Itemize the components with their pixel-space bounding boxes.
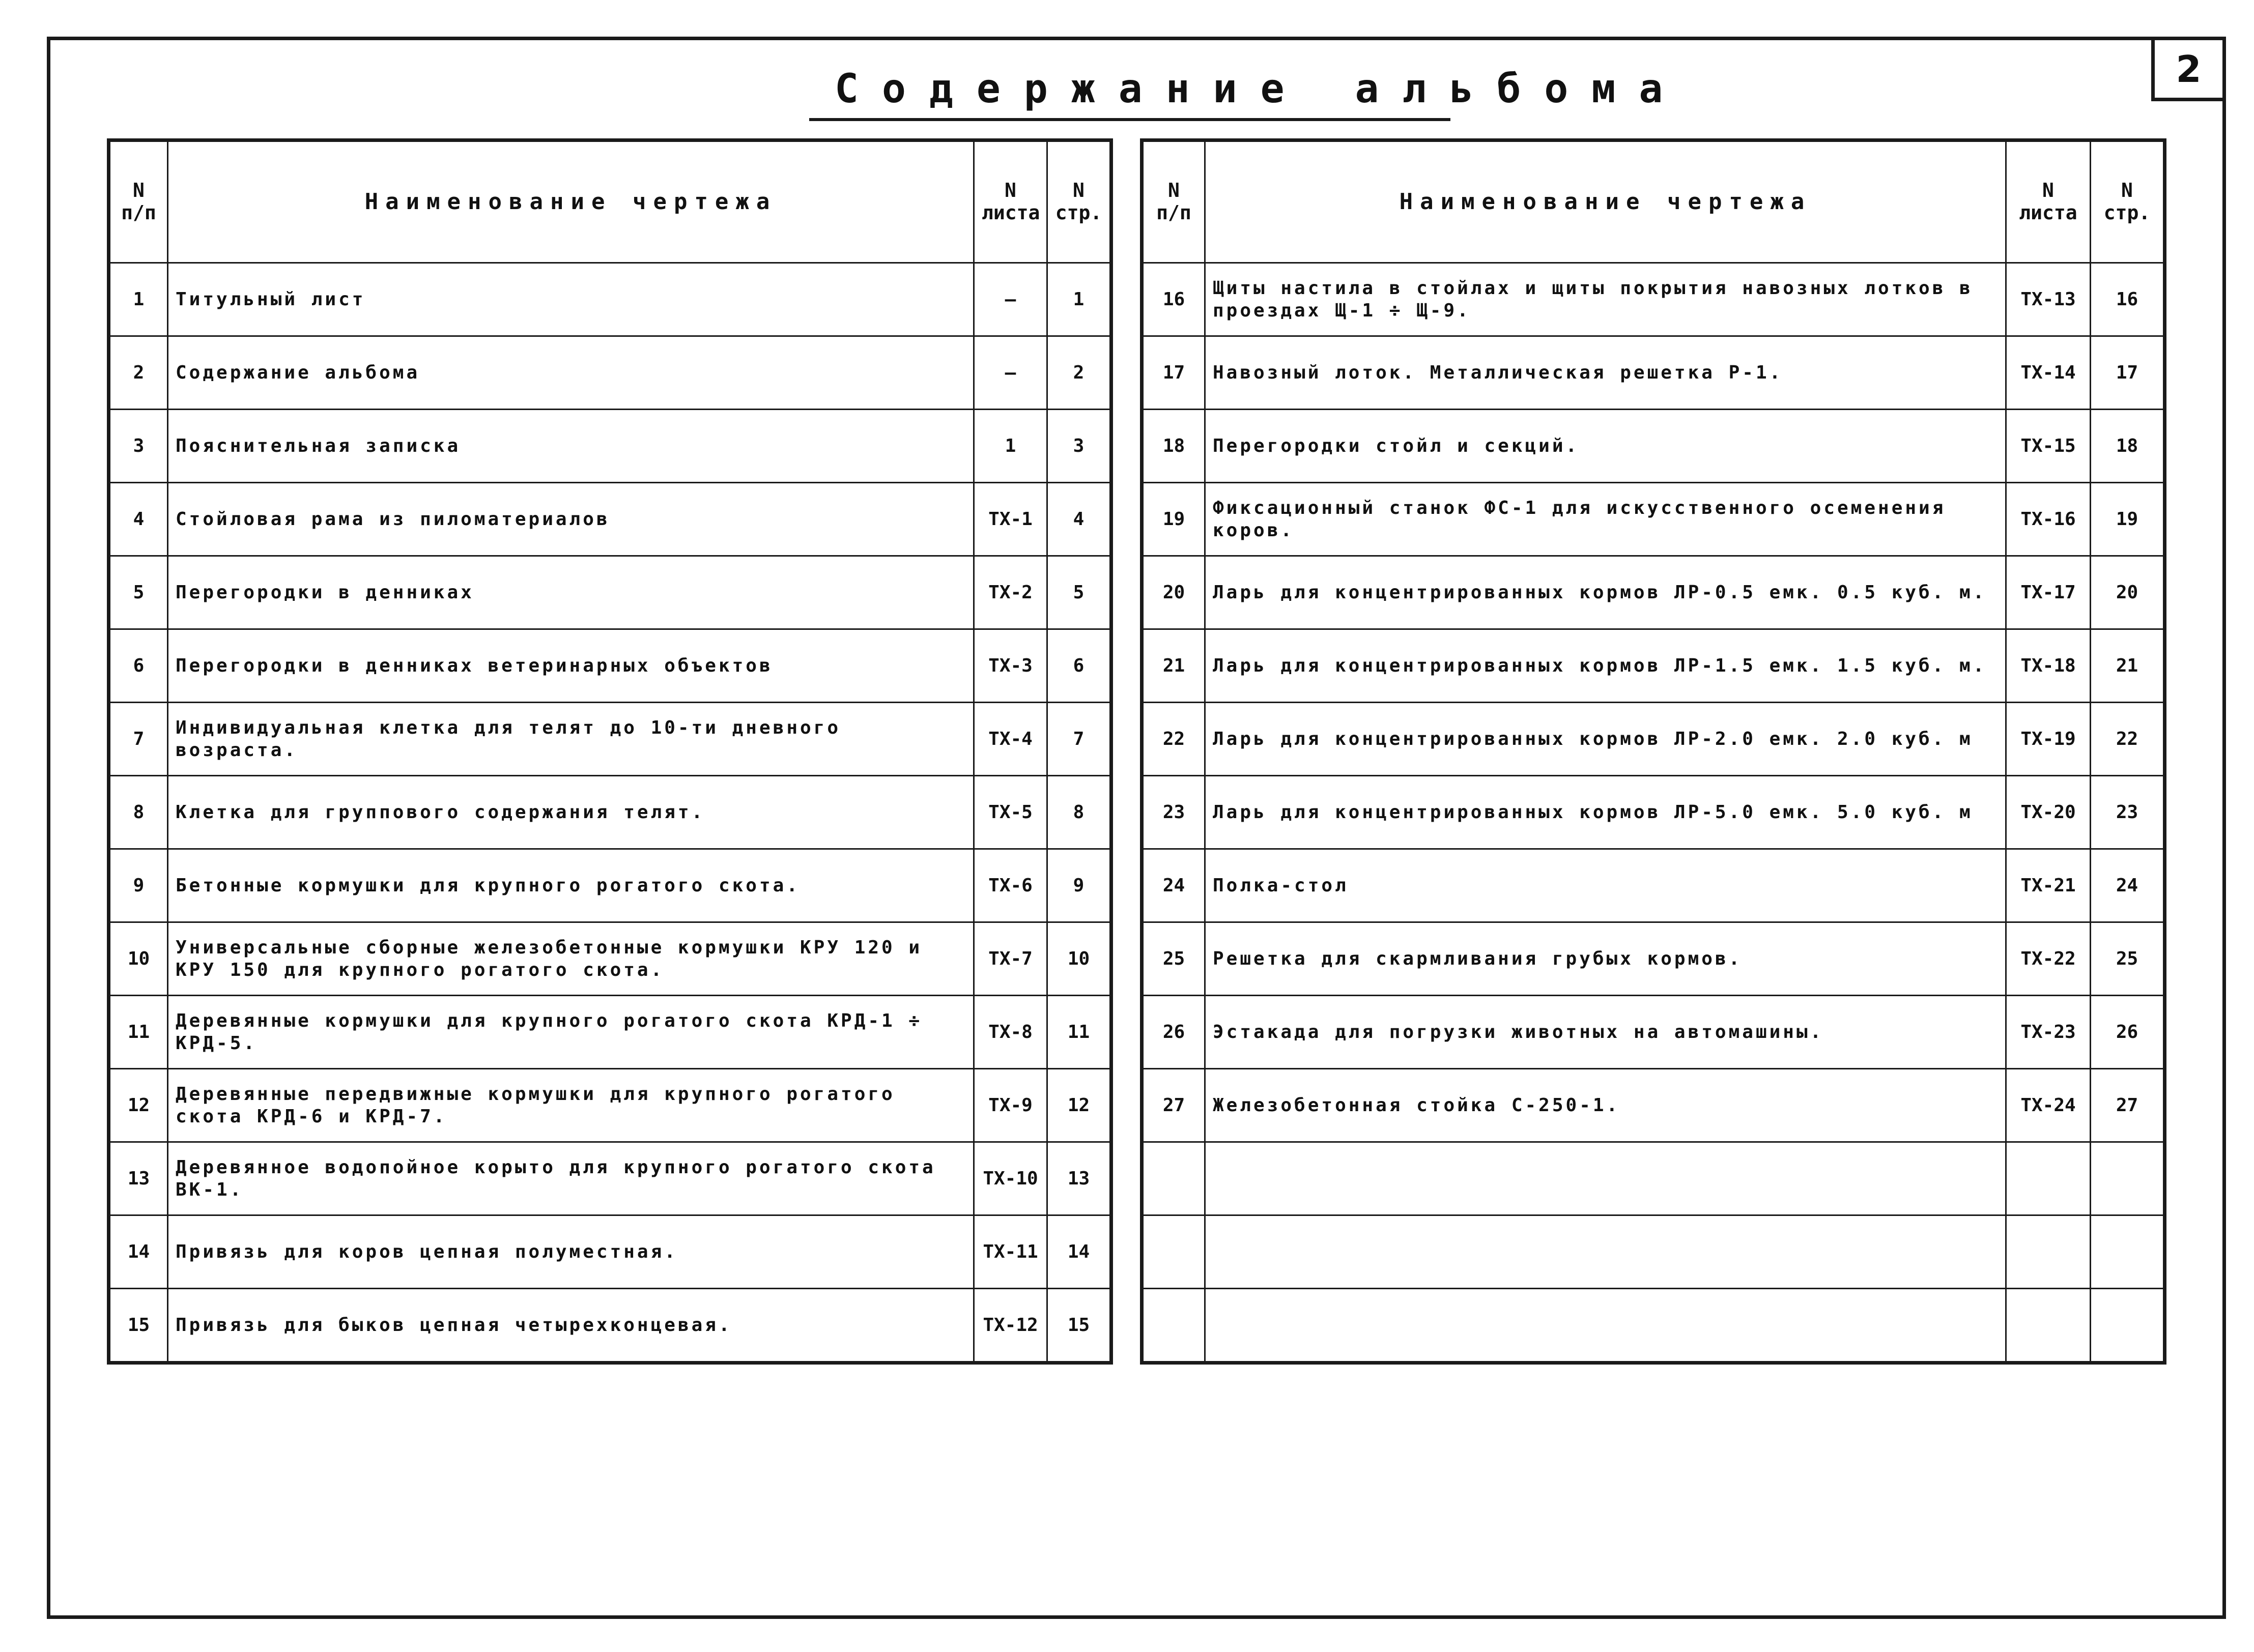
- sheet-code: ТХ-8: [974, 996, 1047, 1069]
- page-title: Содержание альбома: [835, 66, 1687, 112]
- drawing-name: [1205, 1289, 2006, 1363]
- drawing-name: Ларь для концентрированных кормов ЛР-2.0 емк. 2.0 куб. м: [1205, 703, 2006, 776]
- sheet-code: ТХ-13: [2006, 263, 2091, 336]
- drawing-name: Содержание альбома: [168, 336, 974, 410]
- page-number: 22: [2091, 703, 2165, 776]
- page-number: 5: [1047, 556, 1111, 629]
- page-number: 15: [1047, 1289, 1111, 1363]
- drawing-name: Ларь для концентрированных кормов ЛР-0.5 емк. 0.5 куб. м.: [1205, 556, 2006, 629]
- drawing-name: Эстакада для погрузки животных на автомашины.: [1205, 996, 2006, 1069]
- drawing-name: Универсальные сборные железобетонные кормушки КРУ 120 и КРУ 150 для крупного рогатого скота.: [168, 922, 974, 996]
- sheet-code: ТХ-15: [2006, 410, 2091, 483]
- drawing-name: Перегородки в денниках: [168, 556, 974, 629]
- table-row: [1142, 703, 2165, 776]
- drawing-name: Индивидуальная клетка для телят до 10-ти дневного возраста.: [168, 703, 974, 776]
- row-number: 24: [1142, 849, 1205, 922]
- drawing-name: Полка-стол: [1205, 849, 2006, 922]
- drawing-name: Титульный лист: [168, 263, 974, 336]
- table-row: [1142, 556, 2165, 629]
- table-row: [1142, 922, 2165, 996]
- sheet-code: ТХ-4: [974, 703, 1047, 776]
- row-number: 5: [109, 556, 168, 629]
- row-number: 27: [1142, 1069, 1205, 1142]
- drawing-name: Привязь для коров цепная полуместная.: [168, 1215, 974, 1289]
- contents-table-right: [1140, 138, 2166, 1365]
- sheet-code: ТХ-3: [974, 629, 1047, 703]
- page-number: 4: [1047, 483, 1111, 556]
- table-row: [109, 849, 1111, 922]
- page-number: 12: [1047, 1069, 1111, 1142]
- header-num: N п/п: [109, 140, 168, 263]
- table-row: [109, 336, 1111, 410]
- row-number: 14: [109, 1215, 168, 1289]
- sheet-code: ТХ-24: [2006, 1069, 2091, 1142]
- table-row: [109, 1142, 1111, 1215]
- table-row: [109, 996, 1111, 1069]
- table-row: [109, 263, 1111, 336]
- table-row: [109, 629, 1111, 703]
- title-underline: [809, 118, 1450, 121]
- page-number: 1: [1047, 263, 1111, 336]
- sheet-code: ТХ-11: [974, 1215, 1047, 1289]
- sheet-code: ТХ-5: [974, 776, 1047, 849]
- row-number: 21: [1142, 629, 1205, 703]
- row-number: 4: [109, 483, 168, 556]
- table-row: [1142, 1142, 2165, 1215]
- header-num: N п/п: [1142, 140, 1205, 263]
- sheet-code: —: [974, 336, 1047, 410]
- row-number: 2: [109, 336, 168, 410]
- table-row: [109, 703, 1111, 776]
- sheet-code: ТХ-1: [974, 483, 1047, 556]
- row-number: 12: [109, 1069, 168, 1142]
- page-number: [2091, 1215, 2165, 1289]
- row-number: 23: [1142, 776, 1205, 849]
- page-number: 20: [2091, 556, 2165, 629]
- sheet-code: 1: [974, 410, 1047, 483]
- sheet-code: ТХ-23: [2006, 996, 2091, 1069]
- page-number: 11: [1047, 996, 1111, 1069]
- sheet-code: [2006, 1142, 2091, 1215]
- row-number: 15: [109, 1289, 168, 1363]
- drawing-name: Перегородки стойл и секций.: [1205, 410, 2006, 483]
- table-row: [109, 922, 1111, 996]
- drawing-name: Клетка для группового содержания телят.: [168, 776, 974, 849]
- sheet-code: ТХ-12: [974, 1289, 1047, 1363]
- header-page: N стр.: [1047, 140, 1111, 263]
- sheet-code: ТХ-14: [2006, 336, 2091, 410]
- row-number: 13: [109, 1142, 168, 1215]
- row-number: 7: [109, 703, 168, 776]
- row-number: 1: [109, 263, 168, 336]
- sheet-number: 2: [2151, 40, 2222, 101]
- header-page: N стр.: [2091, 140, 2165, 263]
- row-number: 20: [1142, 556, 1205, 629]
- page-number: 26: [2091, 996, 2165, 1069]
- drawing-name: Ларь для концентрированных кормов ЛР-1.5 емк. 1.5 куб. м.: [1205, 629, 2006, 703]
- drawing-name: [1205, 1215, 2006, 1289]
- drawing-name: Бетонные кормушки для крупного рогатого скота.: [168, 849, 974, 922]
- sheet-code: ТХ-9: [974, 1069, 1047, 1142]
- row-number: 26: [1142, 996, 1205, 1069]
- row-number: 16: [1142, 263, 1205, 336]
- sheet-code: ТХ-6: [974, 849, 1047, 922]
- row-number: 22: [1142, 703, 1205, 776]
- table-row: [109, 483, 1111, 556]
- page-number: 23: [2091, 776, 2165, 849]
- sheet-code: ТХ-7: [974, 922, 1047, 996]
- sheet-code: ТХ-2: [974, 556, 1047, 629]
- page-number: 3: [1047, 410, 1111, 483]
- table-row: [1142, 410, 2165, 483]
- page-number: 7: [1047, 703, 1111, 776]
- page-number: 25: [2091, 922, 2165, 996]
- page-number: 27: [2091, 1069, 2165, 1142]
- table-row: [1142, 849, 2165, 922]
- sheet-code: ТХ-22: [2006, 922, 2091, 996]
- table-row: [109, 1289, 1111, 1363]
- page-number: 19: [2091, 483, 2165, 556]
- table-row: [109, 776, 1111, 849]
- sheet-code: ТХ-19: [2006, 703, 2091, 776]
- page-number: 18: [2091, 410, 2165, 483]
- sheet-code: ТХ-16: [2006, 483, 2091, 556]
- drawing-name: Деревянное водопойное корыто для крупного рогатого скота ВК-1.: [168, 1142, 974, 1215]
- row-number: 8: [109, 776, 168, 849]
- drawing-name: Перегородки в денниках ветеринарных объектов: [168, 629, 974, 703]
- sheet-code: ТХ-10: [974, 1142, 1047, 1215]
- sheet-code: ТХ-21: [2006, 849, 2091, 922]
- page-number: 2: [1047, 336, 1111, 410]
- drawing-name: Навозный лоток. Металлическая решетка Р-1.: [1205, 336, 2006, 410]
- header-sheet: N листа: [2006, 140, 2091, 263]
- drawing-name: Ларь для концентрированных кормов ЛР-5.0 емк. 5.0 куб. м: [1205, 776, 2006, 849]
- drawing-name: [1205, 1142, 2006, 1215]
- table-row: [109, 1215, 1111, 1289]
- page-number: 17: [2091, 336, 2165, 410]
- table-row: [1142, 336, 2165, 410]
- table-row: [1142, 483, 2165, 556]
- drawing-name: Деревянные передвижные кормушки для крупного рогатого скота КРД-6 и КРД-7.: [168, 1069, 974, 1142]
- row-number: [1142, 1215, 1205, 1289]
- table-row: [1142, 996, 2165, 1069]
- row-number: 17: [1142, 336, 1205, 410]
- table-row: [1142, 629, 2165, 703]
- page-number: 10: [1047, 922, 1111, 996]
- header-name: Наименование чертежа: [168, 140, 974, 263]
- sheet-code: ТХ-17: [2006, 556, 2091, 629]
- page-number: 21: [2091, 629, 2165, 703]
- header-name: Наименование чертежа: [1205, 140, 2006, 263]
- row-number: 18: [1142, 410, 1205, 483]
- page-number: 9: [1047, 849, 1111, 922]
- row-number: [1142, 1142, 1205, 1215]
- drawing-name: Щиты настила в стойлах и щиты покрытия навозных лотков в проездах Щ-1 ÷ Щ-9.: [1205, 263, 2006, 336]
- row-number: 9: [109, 849, 168, 922]
- row-number: 3: [109, 410, 168, 483]
- sheet-code: [2006, 1215, 2091, 1289]
- table-header-row: [109, 140, 1111, 263]
- row-number: 11: [109, 996, 168, 1069]
- row-number: 6: [109, 629, 168, 703]
- table-row: [1142, 263, 2165, 336]
- drawing-name: Стойловая рама из пиломатериалов: [168, 483, 974, 556]
- page-number: 14: [1047, 1215, 1111, 1289]
- drawing-name: Пояснительная записка: [168, 410, 974, 483]
- sheet-code: ТХ-18: [2006, 629, 2091, 703]
- page-number: 6: [1047, 629, 1111, 703]
- row-number: 25: [1142, 922, 1205, 996]
- drawing-name: Решетка для скармливания грубых кормов.: [1205, 922, 2006, 996]
- page-number: 13: [1047, 1142, 1111, 1215]
- row-number: 19: [1142, 483, 1205, 556]
- sheet-code: ТХ-20: [2006, 776, 2091, 849]
- table-row: [109, 410, 1111, 483]
- table-row: [109, 556, 1111, 629]
- table-row: [1142, 1069, 2165, 1142]
- drawing-name: Деревянные кормушки для крупного рогатого скота КРД-1 ÷ КРД-5.: [168, 996, 974, 1069]
- contents-table-left: [107, 138, 1113, 1365]
- page-number: 16: [2091, 263, 2165, 336]
- table-row: [109, 1069, 1111, 1142]
- table-header-row: [1142, 140, 2165, 263]
- row-number: 10: [109, 922, 168, 996]
- page-number: 8: [1047, 776, 1111, 849]
- sheet-code: —: [974, 263, 1047, 336]
- page-number: 24: [2091, 849, 2165, 922]
- drawing-name: Железобетонная стойка С-250-1.: [1205, 1069, 2006, 1142]
- page-number: [2091, 1142, 2165, 1215]
- table-row: [1142, 776, 2165, 849]
- table-row: [1142, 1289, 2165, 1363]
- table-row: [1142, 1215, 2165, 1289]
- row-number: [1142, 1289, 1205, 1363]
- drawing-name: Привязь для быков цепная четырехконцевая.: [168, 1289, 974, 1363]
- page-number: [2091, 1289, 2165, 1363]
- drawing-name: Фиксационный станок ФС-1 для искусственного осеменения коров.: [1205, 483, 2006, 556]
- header-sheet: N листа: [974, 140, 1047, 263]
- sheet-code: [2006, 1289, 2091, 1363]
